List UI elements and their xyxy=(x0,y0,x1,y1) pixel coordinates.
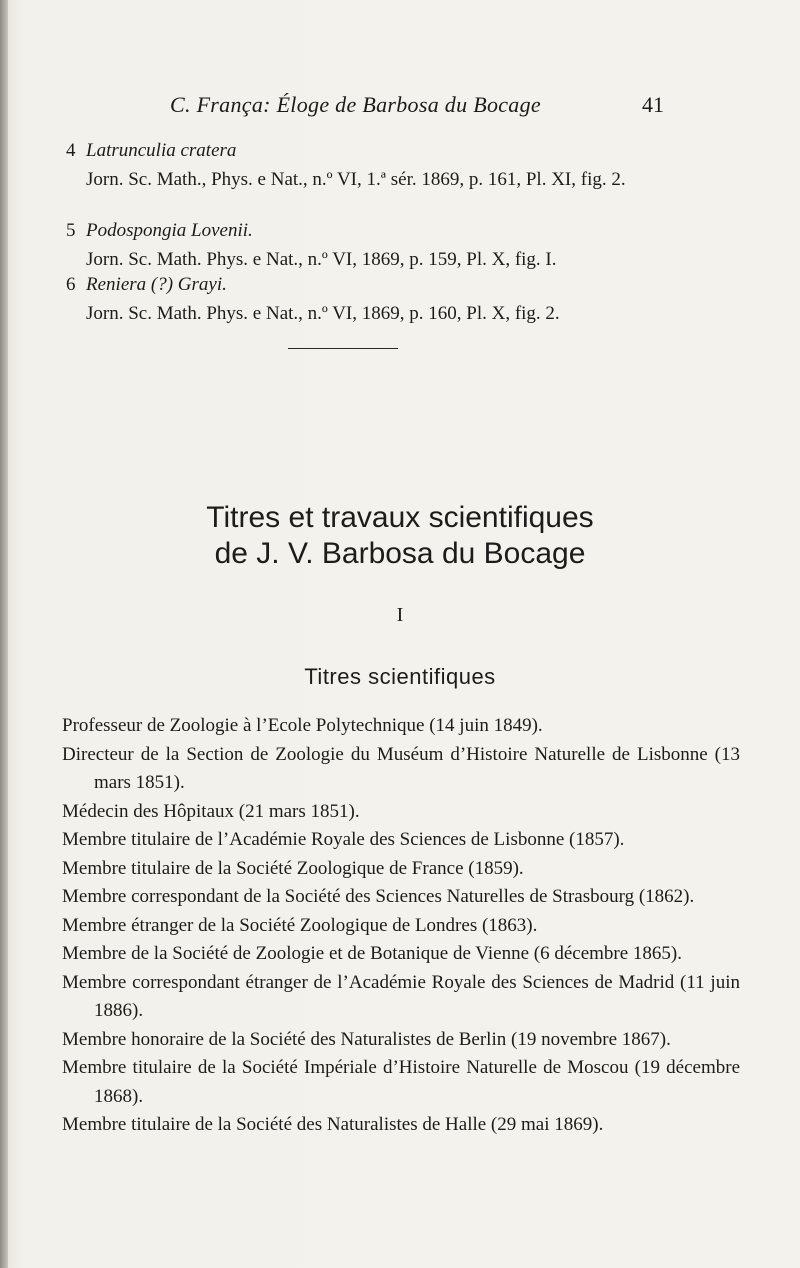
section-divider xyxy=(288,348,398,349)
section-title-line-2: de J. V. Barbosa du Bocage xyxy=(214,537,586,570)
species-reference: Jorn. Sc. Math., Phys. e Nat., n.º VI, 1.ª sér. 1869, p. 161, Pl. XI, fig. 2. xyxy=(86,169,626,190)
list-item: Membre titulaire de l’Académie Royale des Sciences de Lisbonne (1857). xyxy=(62,829,625,850)
list-item: Membre titulaire de la Société Zoologique de France (1859). xyxy=(62,857,524,879)
subsection-title: Titres scientifiques xyxy=(304,664,496,689)
species-reference: Jorn. Sc. Math. Phys. e Nat., n.º VI, 1869, p. 159, Pl. X, fig. I. xyxy=(86,249,557,270)
list-item: Membre de la Société de Zoologie et de Botanique de Vienne (6 décembre 1865). xyxy=(62,943,683,964)
list-item: Membre honoraire de la Société des Naturalistes de Berlin (19 novembre 1867). xyxy=(62,1028,671,1050)
entry-number: 4 xyxy=(66,140,76,161)
species-name: Podospongia Lovenii. xyxy=(86,220,253,241)
list-item: Médecin des Hôpitaux (21 mars 1851). xyxy=(62,800,360,822)
running-header: C. França: Éloge de Barbosa du Bocage xyxy=(170,92,541,117)
list-item: Membre titulaire de la Société Impériale d’Histoire Naturelle de Moscou (19 décembre 1868). xyxy=(62,1057,740,1107)
page-binding-edge xyxy=(0,0,8,1268)
entry-number: 5 xyxy=(66,220,76,241)
list-item: Professeur de Zoologie à l’Ecole Polytechnique (14 juin 1849). xyxy=(62,715,543,736)
page-number: 41 xyxy=(642,92,664,117)
section-title-line-1: Titres et travaux scientifiques xyxy=(206,501,594,534)
list-item: Membre correspondant étranger de l’Académie Royale des Sciences de Madrid (11 juin 1886). xyxy=(62,971,740,1021)
list-item: Membre étranger de la Société Zoologique de Londres (1863). xyxy=(62,914,538,936)
species-name: Latrunculia cratera xyxy=(86,140,237,161)
titles-list xyxy=(62,712,740,1140)
species-name: Reniera (?) Grayi. xyxy=(86,274,227,295)
list-item: Membre titulaire de la Société des Naturalistes de Halle (29 mai 1869). xyxy=(62,1114,604,1135)
entry-number: 6 xyxy=(66,274,76,295)
section-roman-numeral: I xyxy=(396,604,404,626)
list-item: Membre correspondant de la Société des Sciences Naturelles de Strasbourg (1862). xyxy=(62,886,695,907)
species-reference: Jorn. Sc. Math. Phys. e Nat., n.º VI, 1869, p. 160, Pl. X, fig. 2. xyxy=(86,303,560,324)
list-item: Directeur de la Section de Zoologie du Muséum d’Histoire Naturelle de Lisbonne (13 mars 1851). xyxy=(62,743,740,793)
